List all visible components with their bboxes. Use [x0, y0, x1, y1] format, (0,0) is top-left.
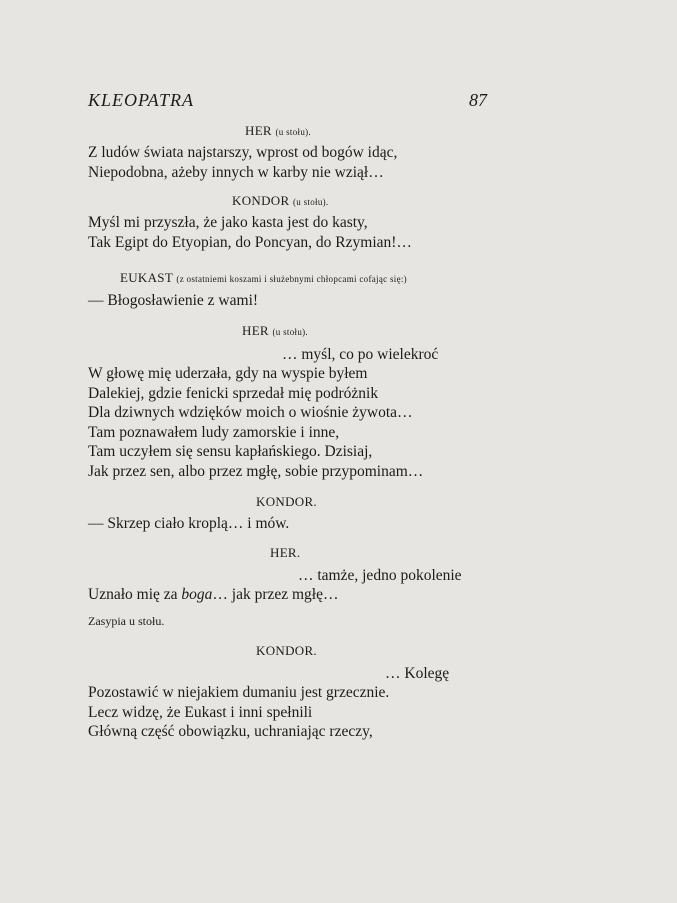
- speaker-heading: [242, 323, 308, 339]
- verse-text: … jak przez mgłę…: [212, 586, 339, 603]
- stage-direction: (u stołu).: [292, 197, 329, 207]
- speaker-name: HER: [242, 323, 269, 338]
- page-number: 87: [469, 90, 487, 110]
- verse-line: … Kolegę: [385, 665, 450, 682]
- verse-line: Myśl mi przyszła, że jako kasta jest do kasty,: [88, 214, 368, 231]
- speaker-heading: [270, 545, 300, 561]
- verse-line: Pozostawić w niejakiem dumaniu jest grzecznie.: [88, 684, 390, 701]
- verse-line: — Skrzep ciało kroplą… i mów.: [88, 515, 290, 532]
- verse-line: [88, 585, 339, 605]
- speaker-heading: [256, 494, 317, 510]
- speaker-name: KONDOR.: [256, 643, 317, 658]
- verse-line: Tak Egipt do Etyopian, do Poncyan, do Rzymian!…: [88, 234, 412, 251]
- verse-line: Tam uczyłem się sensu kapłańskiego. Dzisiaj,: [88, 443, 373, 460]
- speaker-heading: [256, 643, 317, 659]
- speaker-name: KONDOR: [232, 193, 290, 208]
- speaker-heading: [120, 270, 407, 286]
- running-title: KLEOPATRA: [88, 90, 195, 110]
- speaker-heading: [245, 123, 311, 139]
- verse-line: Z ludów świata najstarszy, wprost od bogów idąc,: [88, 144, 398, 161]
- verse-line: — Błogosławienie z wami!: [88, 292, 259, 309]
- stage-direction: (z ostatniemi koszami i służebnymi chłopcami cofając się:): [176, 274, 407, 284]
- speaker-heading: [232, 193, 328, 209]
- stage-direction: Zasypia u stołu.: [88, 614, 165, 628]
- verse-line: … myśl, co po wielekroć: [282, 346, 439, 363]
- speaker-name: EUKAST: [120, 270, 173, 285]
- verse-line: W głowę mię uderzała, gdy na wyspie byłem: [88, 365, 368, 382]
- verse-line: Jak przez sen, albo przez mgłę, sobie przypominam…: [88, 463, 424, 480]
- verse-text: Uznało mię za: [88, 586, 182, 603]
- speaker-name: HER: [245, 123, 272, 138]
- speaker-name: KONDOR.: [256, 494, 317, 509]
- verse-line: Dalekiej, gdzie fenicki sprzedał mię podróżnik: [88, 385, 379, 402]
- verse-line: Główną część obowiązku, uchraniając rzeczy,: [88, 723, 373, 740]
- stage-direction: (u stołu).: [275, 127, 311, 137]
- verse-line: Niepodobna, ażeby innych w karby nie wziął…: [88, 164, 384, 181]
- emphasized-word: boga: [181, 586, 213, 603]
- verse-line: … tamże, jedno pokolenie: [298, 567, 462, 584]
- verse-line: Dla dziwnych wdzięków moich o wiośnie żywota…: [88, 404, 413, 421]
- stage-direction: (u stołu).: [272, 327, 308, 337]
- speaker-name: HER.: [270, 545, 301, 560]
- verse-line: Tam poznawałem ludy zamorskie i inne,: [88, 424, 340, 441]
- verse-line: Lecz widzę, że Eukast i inni spełnili: [88, 704, 313, 721]
